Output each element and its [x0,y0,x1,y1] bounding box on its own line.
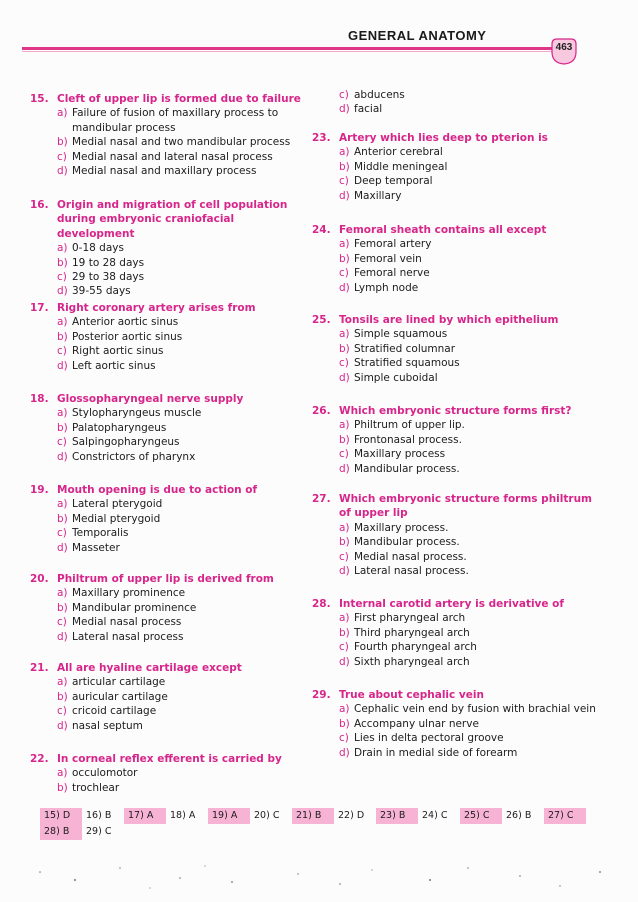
option-letter: c) [57,436,67,449]
question-block [30,301,310,373]
question-text: Cleft of upper lip is formed due to failure [57,93,301,105]
question-heading [30,572,310,586]
option-text: First pharyngeal arch [354,612,466,625]
option-letter: c) [339,732,349,745]
question-block [312,597,602,669]
option-item [312,655,602,669]
option-item [30,135,310,149]
option-letter: a) [339,703,350,716]
option-item [312,102,602,116]
question-text: Glossopharyngeal nerve supply [57,393,244,405]
page-number: 463 [555,42,573,53]
section-title: GENERAL ANATOMY [348,28,487,43]
option-text: trochlear [72,781,120,794]
question-block [30,198,310,299]
question-block [312,313,602,385]
answer-cell: 25) C [460,808,502,824]
option-letter: c) [57,271,67,284]
option-item [30,315,310,329]
question-heading [312,131,602,145]
option-letter: d) [57,541,68,554]
question-block [30,483,310,555]
option-letter: a) [57,587,68,600]
answer-cell: 21) B [292,808,334,824]
option-text: Palatopharyngeus [72,421,167,434]
question-text: Artery which lies deep to pterion is [339,132,548,144]
option-letter: b) [339,160,350,173]
option-text: Middle meningeal [354,160,448,173]
option-text: abducens [354,89,405,101]
question-heading [312,688,602,702]
answer-cell: 19) A [208,808,250,824]
option-text: Lymph node [354,281,419,294]
header-rule [22,47,570,50]
option-text: Lateral nasal process. [354,565,469,578]
question-number: 21. [30,662,49,674]
option-item [312,418,602,432]
question-block [312,223,602,295]
option-text: Maxillary process [354,448,446,461]
option-item [30,766,310,780]
option-text: Fourth pharyngeal arch [354,641,477,654]
option-text: 29 to 38 days [72,271,145,284]
option-text: Medial nasal and lateral nasal process [72,150,273,163]
answer-cell: 28) B [40,824,82,840]
option-item [30,344,310,358]
option-letter: c) [339,550,349,563]
option-letter: b) [57,601,68,614]
option-item [312,626,602,640]
option-item [30,284,310,298]
option-item [30,106,310,135]
option-letter: d) [339,103,350,116]
option-letter: d) [57,719,68,732]
option-text: Mandibular prominence [72,601,197,614]
option-text: occulomotor [72,767,138,780]
option-letter: a) [339,328,350,341]
option-text: Femoral artery [354,238,432,251]
answer-cell: 27) C [544,808,586,824]
option-item [312,88,602,102]
option-letter: a) [57,498,68,511]
option-letter: b) [57,690,68,703]
option-item [312,611,602,625]
option-letter: b) [339,342,350,355]
question-block [30,572,310,644]
answer-row [40,808,588,824]
option-item [312,371,602,385]
question-number: 27. [312,493,331,505]
option-item [312,266,602,280]
option-letter: b) [339,433,350,446]
option-letter: d) [57,285,68,298]
option-text: auricular cartilage [72,690,168,703]
question-number: 23. [312,132,331,144]
option-text: Lateral pterygoid [72,498,163,511]
option-item [30,270,310,284]
option-item [312,281,602,295]
option-text: Cephalic vein end by fusion with brachial vein [354,703,596,716]
option-text: nasal septum [72,719,143,732]
option-letter: c) [57,345,67,358]
question-text: True about cephalic vein [339,689,484,701]
option-text: Anterior cerebral [354,146,443,159]
answer-cell: 26) B [506,810,532,821]
option-text: Philtrum of upper lip. [354,419,465,432]
question-heading [312,597,602,611]
option-letter: c) [339,448,349,461]
answer-cell: 29) C [86,826,112,837]
option-letter: a) [57,107,68,120]
option-letter: a) [339,612,350,625]
option-letter: c) [57,527,67,540]
option-text: 39-55 days [72,285,131,298]
option-letter: b) [57,330,68,343]
option-item [30,781,310,795]
scan-specks [0,860,638,902]
option-text: Maxillary [354,189,402,202]
question-number: 17. [30,302,49,314]
option-text: Simple squamous [354,328,448,341]
option-item [30,421,310,435]
option-letter: c) [339,175,349,188]
option-item [30,406,310,420]
option-text: Frontonasal process. [354,433,462,446]
option-text: Medial nasal process. [354,550,467,563]
answer-cell: 18) A [170,810,196,821]
option-item [312,521,602,535]
option-item [30,690,310,704]
option-item [30,330,310,344]
question-number: 25. [312,314,331,326]
option-text: Mandibular process. [354,462,460,475]
answer-cell: 23) B [376,808,418,824]
option-letter: d) [339,462,350,475]
option-item [312,252,602,266]
question-heading [30,301,310,315]
question-text: Mouth opening is due to action of [57,484,258,496]
question-number: 28. [312,598,331,610]
option-text: Temporalis [72,527,129,540]
option-letter: a) [339,419,350,432]
question-number: 15. [30,93,49,105]
option-item [30,256,310,270]
question-text: Right coronary artery arises from [57,302,256,314]
option-text: Lateral nasal process [72,630,184,643]
question-number: 18. [30,393,49,405]
option-item [312,550,602,564]
option-text: Femoral vein [354,252,422,265]
question-text: Internal carotid artery is derivative of [339,598,564,610]
option-letter: d) [339,371,350,384]
option-item [312,462,602,476]
option-item [30,526,310,540]
option-item [312,433,602,447]
option-item [30,601,310,615]
question-text: Origin and migration of cell population during embryonic craniofacial development [57,199,288,240]
question-block [312,88,602,117]
option-item [312,356,602,370]
option-letter: a) [57,242,68,255]
question-heading [312,404,602,418]
option-item [312,342,602,356]
option-letter: c) [339,357,349,370]
option-item [312,189,602,203]
question-block [312,131,602,203]
option-item [30,586,310,600]
option-letter: a) [57,407,68,420]
option-text: Medial nasal and two mandibular process [72,136,291,149]
option-item [30,541,310,555]
option-item [312,535,602,549]
option-item [30,241,310,255]
option-item [30,164,310,178]
option-text: 0-18 days [72,242,124,255]
option-text: Simple cuboidal [354,371,438,384]
option-letter: a) [339,146,350,159]
option-letter: b) [339,252,350,265]
question-text: Which embryonic structure forms philtrum of upper lip [339,493,592,520]
option-text: Maxillary prominence [72,587,186,600]
option-item [30,719,310,733]
question-block [312,492,602,578]
option-letter: c) [339,267,349,280]
option-text: Accompany ulnar nerve [354,717,479,730]
option-item [30,512,310,526]
option-text: Sixth pharyngeal arch [354,655,470,668]
option-item [312,731,602,745]
option-item [312,145,602,159]
option-item [312,564,602,578]
option-text: Medial pterygoid [72,512,161,525]
answer-cell: 16) B [86,810,112,821]
option-letter: b) [339,536,350,549]
answer-cell: 22) D [338,810,365,821]
option-letter: d) [339,565,350,578]
option-text: Stratified columnar [354,342,456,355]
option-letter: b) [57,421,68,434]
question-heading [312,223,602,237]
option-letter: a) [57,767,68,780]
option-item [30,704,310,718]
option-item [30,150,310,164]
header-rule-thin [22,51,570,52]
option-item [312,160,602,174]
option-letter: d) [339,281,350,294]
question-heading [30,92,310,106]
answer-key [40,808,588,840]
option-text: Medial nasal and maxillary process [72,165,257,178]
option-text: Constrictors of pharynx [72,450,196,463]
option-item [30,497,310,511]
option-text: Drain in medial side of forearm [354,746,518,759]
option-text: cricoid cartilage [72,705,157,718]
option-letter: b) [57,512,68,525]
question-text: Philtrum of upper lip is derived from [57,573,274,585]
question-number: 20. [30,573,49,585]
option-item [312,174,602,188]
option-item [312,702,602,716]
option-letter: c) [57,616,67,629]
option-item [30,450,310,464]
option-item [30,435,310,449]
option-item [312,640,602,654]
question-heading [312,492,602,521]
answer-cell: 24) C [422,810,448,821]
option-letter: c) [339,89,349,101]
question-heading [30,392,310,406]
option-letter: d) [339,655,350,668]
option-text: Right aortic sinus [72,345,164,358]
answer-row [40,824,588,840]
option-letter: b) [57,136,68,149]
option-item [312,327,602,341]
option-item [30,359,310,373]
question-number: 24. [312,224,331,236]
option-item [312,746,602,760]
question-block [30,392,310,464]
option-text: 19 to 28 days [72,256,145,269]
question-block [312,688,602,760]
question-heading [30,483,310,497]
option-letter: d) [57,359,68,372]
question-heading [312,313,602,327]
option-text: facial [354,103,383,116]
option-text: Femoral nerve [354,267,430,280]
question-text: All are hyaline cartilage except [57,662,242,674]
option-letter: a) [57,316,68,329]
option-item [30,630,310,644]
question-text: Femoral sheath contains all except [339,224,547,236]
option-text: Failure of fusion of maxillary process to mandibular process [72,107,279,134]
option-text: Lies in delta pectoral groove [354,732,504,745]
question-number: 19. [30,484,49,496]
option-item [312,717,602,731]
question-number: 16. [30,199,49,211]
option-item [312,237,602,251]
answer-cell: 17) A [124,808,166,824]
option-text: Posterior aortic sinus [72,330,183,343]
option-letter: d) [57,165,68,178]
option-letter: c) [57,705,67,718]
option-letter: d) [57,450,68,463]
option-text: Stratified squamous [354,357,460,370]
option-letter: b) [57,256,68,269]
option-text: Third pharyngeal arch [354,626,470,639]
option-text: articular cartilage [72,676,166,689]
option-text: Anterior aortic sinus [72,316,179,329]
question-block [312,404,602,476]
answer-cell: 15) D [40,808,82,824]
option-letter: b) [339,717,350,730]
option-letter: d) [339,189,350,202]
option-text: Left aortic sinus [72,359,156,372]
option-item [30,675,310,689]
option-letter: d) [339,746,350,759]
question-block [30,752,310,795]
question-heading [30,661,310,675]
option-text: Masseter [72,541,120,554]
question-heading [30,198,310,241]
question-text: Tonsils are lined by which epithelium [339,314,559,326]
option-letter: a) [339,521,350,534]
option-letter: c) [57,150,67,163]
option-item [30,615,310,629]
option-text: Salpingopharyngeus [72,436,180,449]
option-letter: b) [339,626,350,639]
question-number: 26. [312,405,331,417]
question-number: 29. [312,689,331,701]
option-text: Maxillary process. [354,521,449,534]
option-text: Stylopharyngeus muscle [72,407,202,420]
option-text: Deep temporal [354,175,433,188]
option-letter: d) [57,630,68,643]
question-block [30,661,310,733]
question-text: In corneal reflex efferent is carried by [57,753,282,765]
option-text: Mandibular process. [354,536,460,549]
answer-cell: 20) C [254,810,280,821]
question-heading [30,752,310,766]
question-number: 22. [30,753,49,765]
option-letter: a) [339,238,350,251]
question-block [30,92,310,178]
question-text: Which embryonic structure forms first? [339,405,572,417]
option-letter: c) [339,641,349,654]
option-letter: a) [57,676,68,689]
option-item [312,447,602,461]
option-letter: b) [57,781,68,794]
option-text: Medial nasal process [72,616,182,629]
